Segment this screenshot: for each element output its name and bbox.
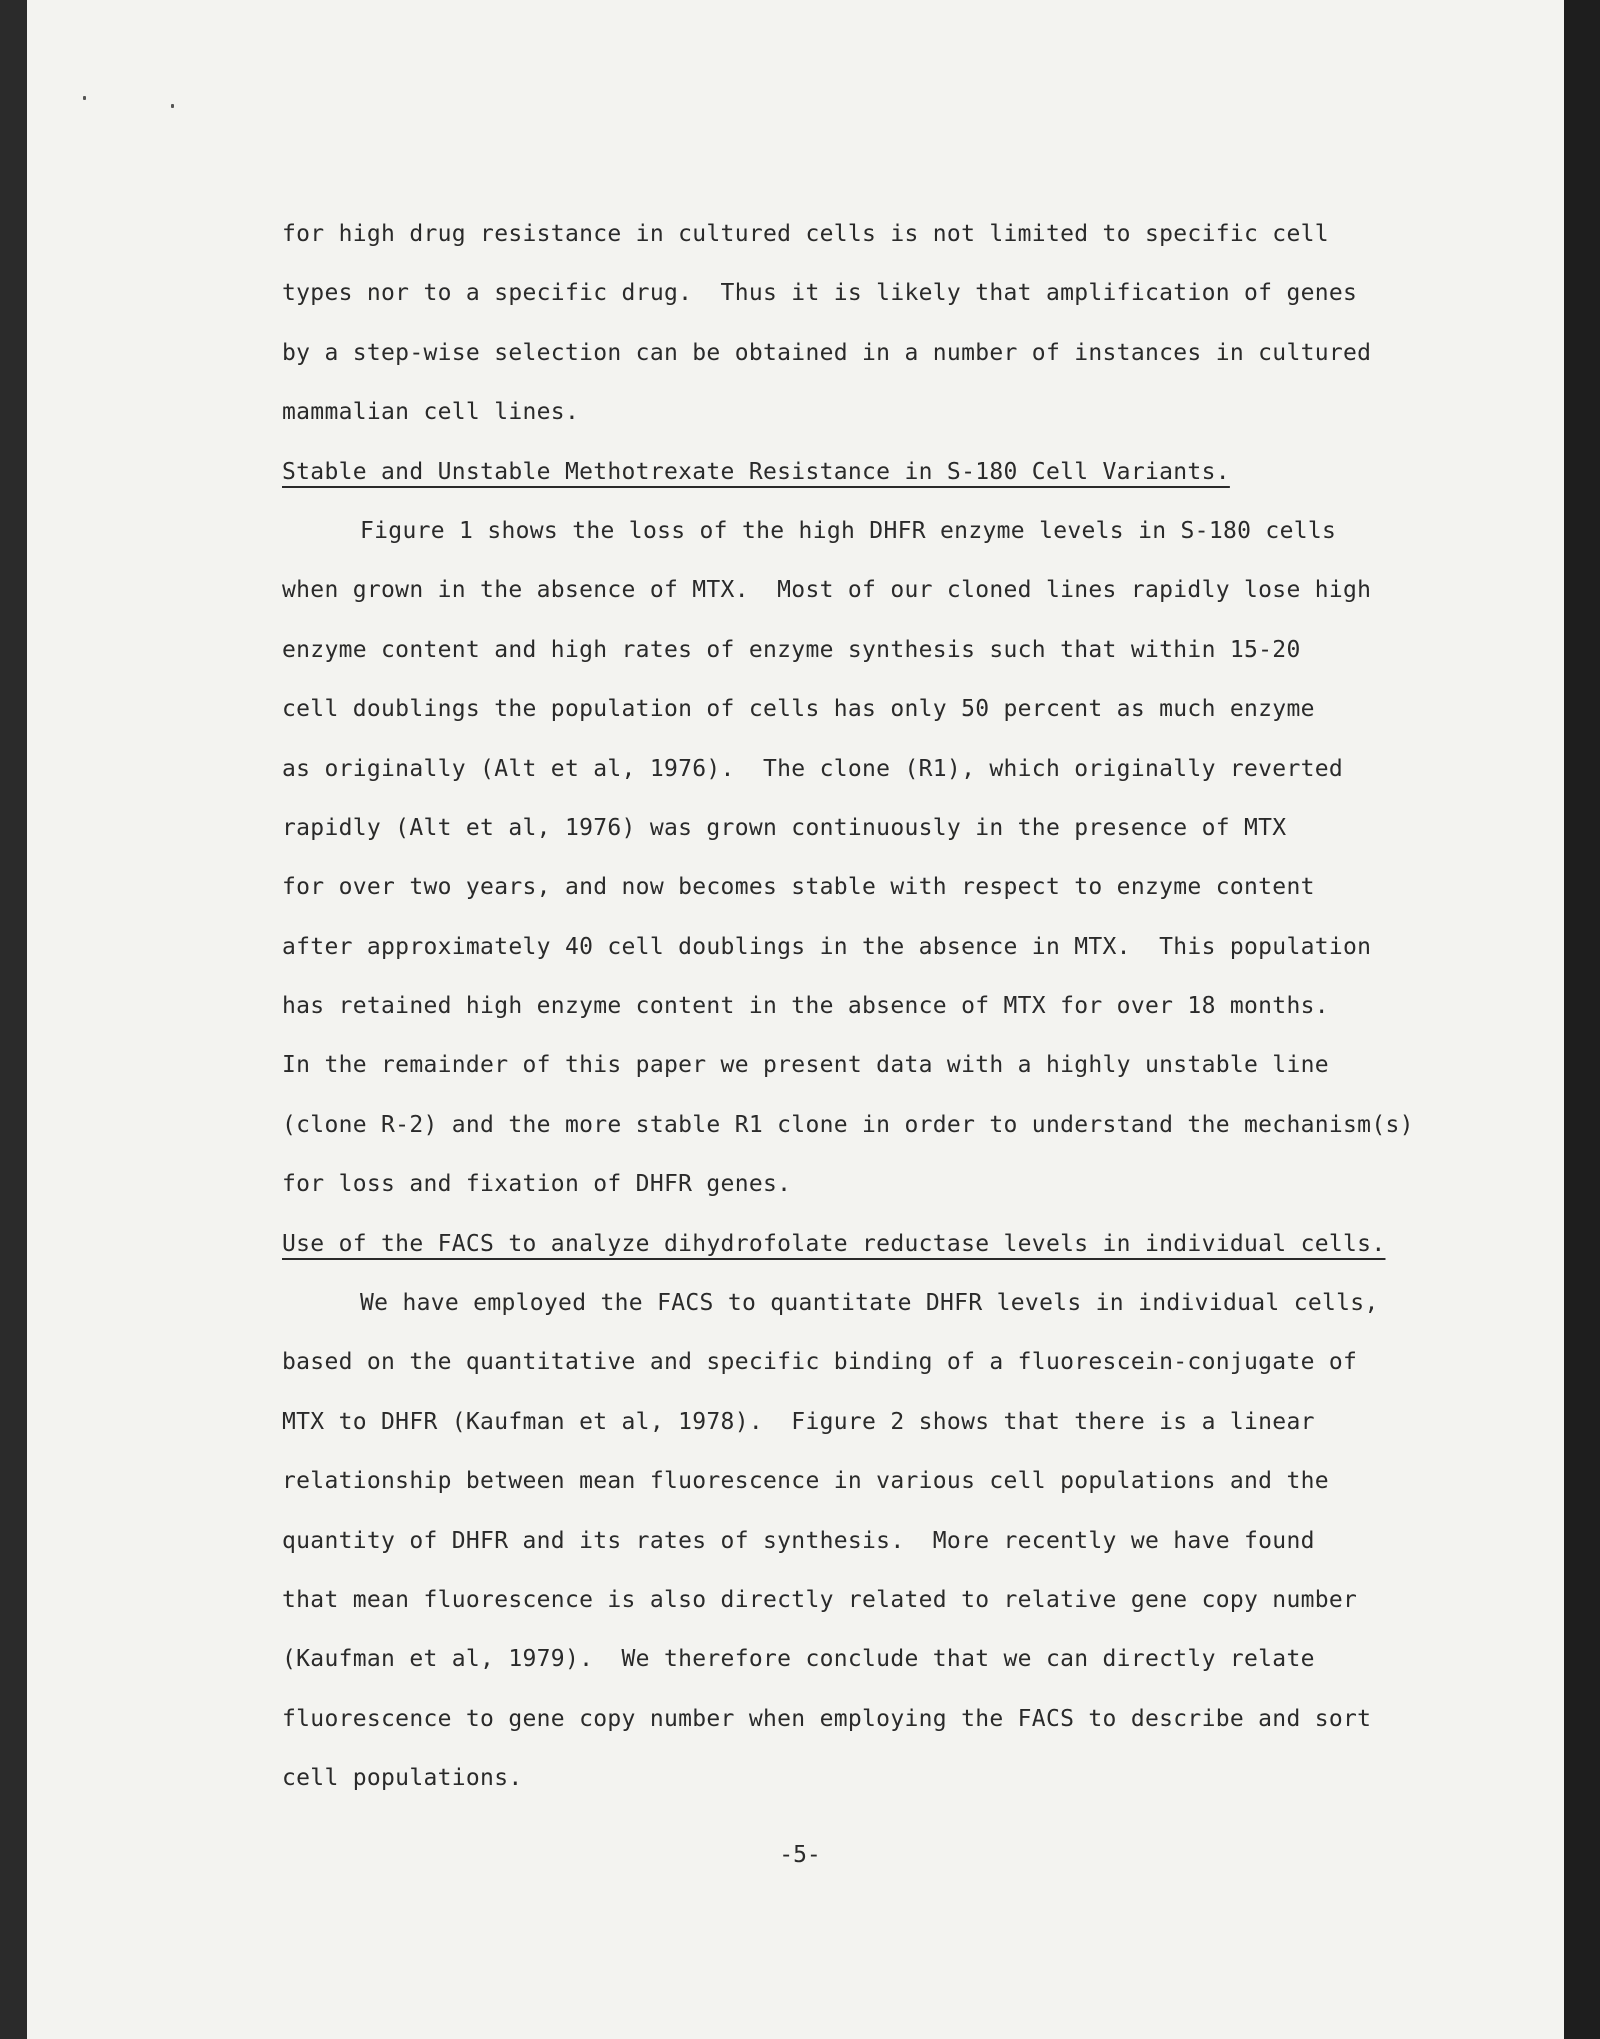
text-line: mammalian cell lines. bbox=[282, 399, 580, 426]
ink-speck bbox=[83, 96, 86, 100]
section-heading bbox=[282, 1215, 1482, 1274]
text-line: after approximately 40 cell doublings in the absence in MTX. This population bbox=[282, 933, 1372, 960]
text-line: (clone R-2) and the more stable R1 clone in order to understand the mechanism(s) bbox=[282, 1111, 1414, 1138]
text-line: based on the quantitative and specific binding of a fluorescein-conjugate of bbox=[282, 1349, 1358, 1376]
text-line: Figure 1 shows the loss of the high DHFR enzyme levels in S-180 cells bbox=[360, 517, 1337, 544]
text-line: for high drug resistance in cultured cells is not limited to specific cell bbox=[282, 221, 1329, 247]
section-heading-text: Use of the FACS to analyze dihydrofolate reductase levels in individual cells. bbox=[282, 1230, 1386, 1257]
section-heading bbox=[282, 443, 1482, 502]
text-line: cell populations. bbox=[282, 1765, 523, 1792]
text-line: (Kaufman et al, 1979). We therefore conclude that we can directly relate bbox=[282, 1646, 1315, 1673]
document-body bbox=[282, 205, 1482, 1809]
text-line: for loss and fixation of DHFR genes. bbox=[282, 1171, 792, 1198]
text-line: when grown in the absence of MTX. Most of our cloned lines rapidly lose high bbox=[282, 577, 1372, 604]
text-line: for over two years, and now becomes stable with respect to enzyme content bbox=[282, 874, 1315, 901]
text-line: cell doublings the population of cells has only 50 percent as much enzyme bbox=[282, 696, 1315, 723]
text-line: rapidly (Alt et al, 1976) was grown continuously in the presence of MTX bbox=[282, 814, 1287, 841]
text-line: quantity of DHFR and its rates of synthesis. More recently we have found bbox=[282, 1527, 1315, 1554]
text-line: enzyme content and high rates of enzyme synthesis such that within 15-20 bbox=[282, 636, 1301, 663]
text-line: MTX to DHFR (Kaufman et al, 1978). Figure 2 shows that there is a linear bbox=[282, 1408, 1315, 1435]
ink-speck bbox=[171, 104, 174, 108]
section-heading-text: Stable and Unstable Methotrexate Resistance in S-180 Cell Variants. bbox=[282, 458, 1230, 485]
text-line: has retained high enzyme content in the absence of MTX for over 18 months. bbox=[282, 993, 1329, 1020]
page-number: -5- bbox=[779, 1842, 821, 1868]
text-line: as originally (Alt et al, 1976). The clone (R1), which originally reverted bbox=[282, 755, 1344, 782]
text-line: by a step-wise selection can be obtained in a number of instances in cultured bbox=[282, 339, 1372, 366]
text-line: relationship between mean fluorescence in various cell populations and the bbox=[282, 1468, 1329, 1495]
scan-border bbox=[1564, 0, 1600, 2039]
text-line: types nor to a specific drug. Thus it is likely that amplification of genes bbox=[282, 280, 1358, 307]
text-line: fluorescence to gene copy number when employing the FACS to describe and sort bbox=[282, 1705, 1372, 1732]
text-line: In the remainder of this paper we present data with a highly unstable line bbox=[282, 1052, 1329, 1079]
text-line: We have employed the FACS to quantitate DHFR levels in individual cells, bbox=[360, 1290, 1379, 1317]
text-line: that mean fluorescence is also directly related to relative gene copy number bbox=[282, 1586, 1358, 1613]
